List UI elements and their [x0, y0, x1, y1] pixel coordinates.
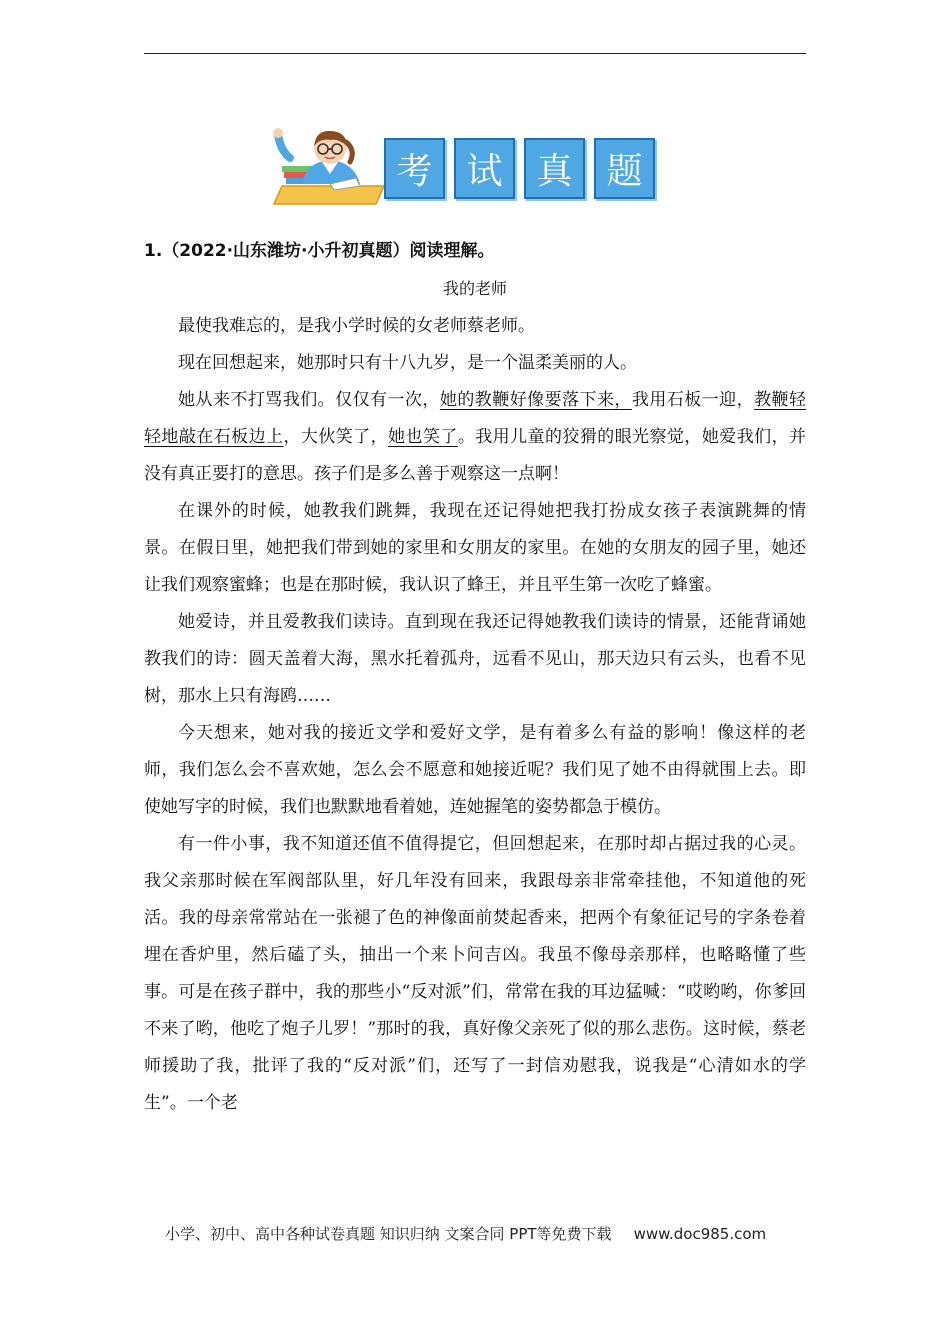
banner-char-2: 试: [454, 138, 515, 199]
underlined-phrase-3: 她也笑了: [388, 427, 458, 447]
paragraph-2: 现在回想起来，她那时只有十八九岁，是一个温柔美丽的人。: [178, 353, 637, 373]
page-footer: [165, 1223, 766, 1244]
banner-char-1: 考: [384, 138, 445, 199]
paragraph-3: [144, 382, 806, 493]
underlined-phrase-1: 她的教鞭好像要落下来，: [439, 390, 632, 410]
paragraph-5: 她爱诗，并且爱教我们读诗。直到现在我还记得她教我们读诗的情景，还能背诵她教我们的诗：圆天盖着大海，黑水托着孤舟，远看不见山，那天边只有云头，也看不见树，那水上只有海鸥……: [144, 612, 806, 706]
student-reading-illustration: [272, 128, 388, 206]
paragraph-4: 在课外的时候，她教我们跳舞，我现在还记得她把我打扮成女孩子表演跳舞的情景。在假日里，她把我们带到她的家里和女朋友的家里。在她的女朋友的园子里，她还让我们观察蜜蜂；也是在那时候，我认识了蜂王，并且平生第一次吃了蜂蜜。: [144, 501, 806, 595]
banner-tiles: [384, 138, 655, 199]
banner-char-4: 题: [594, 138, 655, 199]
article-title: 我的老师: [442, 279, 507, 298]
paragraph-3-text-a: 她从来不打骂我们。仅仅有一次，: [178, 390, 440, 410]
paragraph-6: 今天想来，她对我的接近文学和爱好文学，是有着多么有益的影响！像这样的老师，我们怎么会不喜欢她，怎么会不愿意和她接近呢？我们见了她不由得就围上去。即使她写字的时候，我们也默默地看着她，连她握笔的姿势都急于模仿。: [144, 723, 806, 817]
exam-banner: [272, 128, 692, 208]
banner-char-3: 真: [524, 138, 585, 199]
header-rule: [144, 53, 806, 54]
footer-text: 小学、初中、高中各种试卷真题 知识归纳 文案合同 PPT等免费下载: [165, 1225, 612, 1243]
paragraph-3-text-c: ，大伙笑了，: [283, 427, 389, 447]
article-body: [144, 308, 806, 1122]
paragraph-1: 最使我难忘的，是我小学时候的女老师蔡老师。: [178, 316, 535, 336]
question-heading: 1.（2022·山东潍坊·小升初真题）阅读理解。: [144, 241, 495, 261]
paragraph-7: 有一件小事，我不知道还值不值得提它，但回想起来，在那时却占据过我的心灵。我父亲那时候在军阀部队里，好几年没有回来，我跟母亲非常牵挂他，不知道他的死活。我的母亲常常站在一张褪了色的神像面前焚起香来，把两个有象征记号的字条卷着埋在香炉里，然后磕了头，抽出一个来卜问吉凶。我虽不像母亲那样，也略略懂了些事。可是在孩子群中，我的那些小“反对派”们，常常在我的耳边猛喊：“哎哟哟，你爹回不来了哟，他吃了炮子儿罗！”那时的我，真好像父亲死了似的那么悲伤。这时候，蔡老师援助了我，批评了我的“反对派”们，还写了一封信劝慰我，说我是“心清如水的学生”。一个老: [144, 834, 806, 1113]
underlined-phrase-2: 教鞭轻轻地敲在石板边上: [144, 390, 807, 447]
footer-site-link[interactable]: www.doc985.com: [633, 1225, 767, 1243]
paragraph-3-text-d: 。我用儿童的狡猾的眼光察觉，她爱我们，并没有真正要打的意思。孩子们是多么善于观察这一点啊！: [144, 427, 807, 484]
paragraph-3-text-b: 我用石板一迎，: [631, 390, 755, 410]
